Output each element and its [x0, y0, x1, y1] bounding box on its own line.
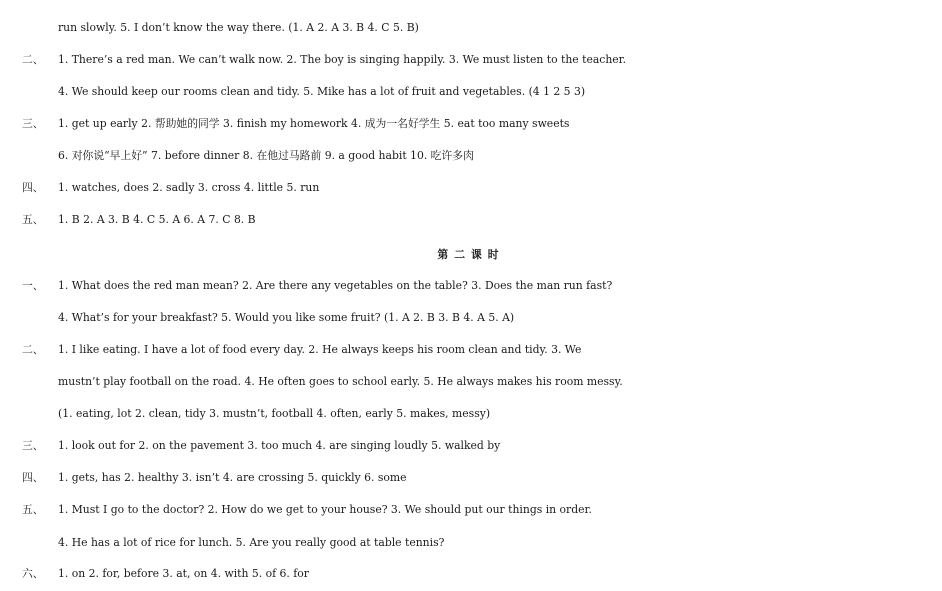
- answer-line: [0, 334, 942, 366]
- answer-line: [0, 558, 942, 590]
- answer-line: [0, 12, 942, 44]
- lesson-heading: 第二课时: [437, 248, 505, 261]
- answer-line: [0, 204, 942, 236]
- line-text: 4. We should keep our rooms clean and tidy. 5. Mike has a lot of fruit and vegetables. (4 1 2 5 3): [58, 85, 586, 98]
- line-text: 1. Must I go to the doctor? 2. How do we get to your house? 3. We should put our things in order.: [58, 503, 592, 516]
- answer-line: [0, 398, 942, 430]
- line-text: mustn’t play football on the road. 4. He often goes to school early. 5. He always makes his room messy.: [58, 375, 623, 388]
- answer-line: [0, 140, 942, 172]
- answer-line: [0, 76, 942, 108]
- section-label: 二、: [22, 53, 44, 66]
- section-label: 四、: [22, 181, 44, 194]
- answer-line: [0, 302, 942, 334]
- line-text: 1. watches, does 2. sadly 3. cross 4. little 5. run: [58, 181, 320, 194]
- section-label: 三、: [22, 117, 44, 130]
- line-text: 1. gets, has 2. healthy 3. isn’t 4. are crossing 5. quickly 6. some: [58, 471, 407, 484]
- line-text: 1. look out for 2. on the pavement 3. too much 4. are singing loudly 5. walked by: [58, 439, 501, 452]
- answer-line: [0, 494, 942, 526]
- line-text: 1. B 2. A 3. B 4. C 5. A 6. A 7. C 8. B: [58, 213, 256, 226]
- section-label: 二、: [22, 343, 44, 356]
- line-text: 4. He has a lot of rice for lunch. 5. Are you really good at table tennis?: [58, 536, 445, 549]
- line-text: 1. get up early 2. 帮助她的同学 3. finish my homework 4. 成为一名好学生 5. eat too many sweets: [58, 117, 570, 130]
- line-text: 1. There’s a red man. We can’t walk now. 2. The boy is singing happily. 3. We must listen to the teacher.: [58, 53, 627, 66]
- answer-line: [0, 462, 942, 494]
- answer-line: [0, 172, 942, 204]
- section-label: 五、: [22, 213, 44, 226]
- section-label: 一、: [22, 279, 44, 292]
- section-label: 四、: [22, 471, 44, 484]
- line-text: (1. eating, lot 2. clean, tidy 3. mustn’t, football 4. often, early 5. makes, messy): [58, 407, 491, 420]
- answer-line: [0, 44, 942, 76]
- answer-line: [0, 430, 942, 462]
- line-text: 1. I like eating. I have a lot of food every day. 2. He always keeps his room clean and tidy. 3. We: [58, 343, 582, 356]
- answer-line: [0, 108, 942, 140]
- line-text: run slowly. 5. I don’t know the way there. (1. A 2. A 3. B 4. C 5. B): [58, 21, 419, 34]
- section-label: 六、: [22, 567, 44, 580]
- line-text: 1. What does the red man mean? 2. Are there any vegetables on the table? 3. Does the man run fast?: [58, 279, 613, 292]
- section-label: 三、: [22, 439, 44, 452]
- line-text: 6. 对你说“早上好” 7. before dinner 8. 在他过马路前 9. a good habit 10. 吃许多肉: [58, 149, 474, 162]
- section-label: 五、: [22, 503, 44, 516]
- line-text: 1. on 2. for, before 3. at, on 4. with 5. of 6. for: [58, 567, 309, 580]
- answer-line: [0, 366, 942, 398]
- answer-line: [0, 527, 942, 559]
- answer-line: [0, 270, 942, 302]
- line-text: 4. What’s for your breakfast? 5. Would you like some fruit? (1. A 2. B 3. B 4. A 5. A): [58, 311, 515, 324]
